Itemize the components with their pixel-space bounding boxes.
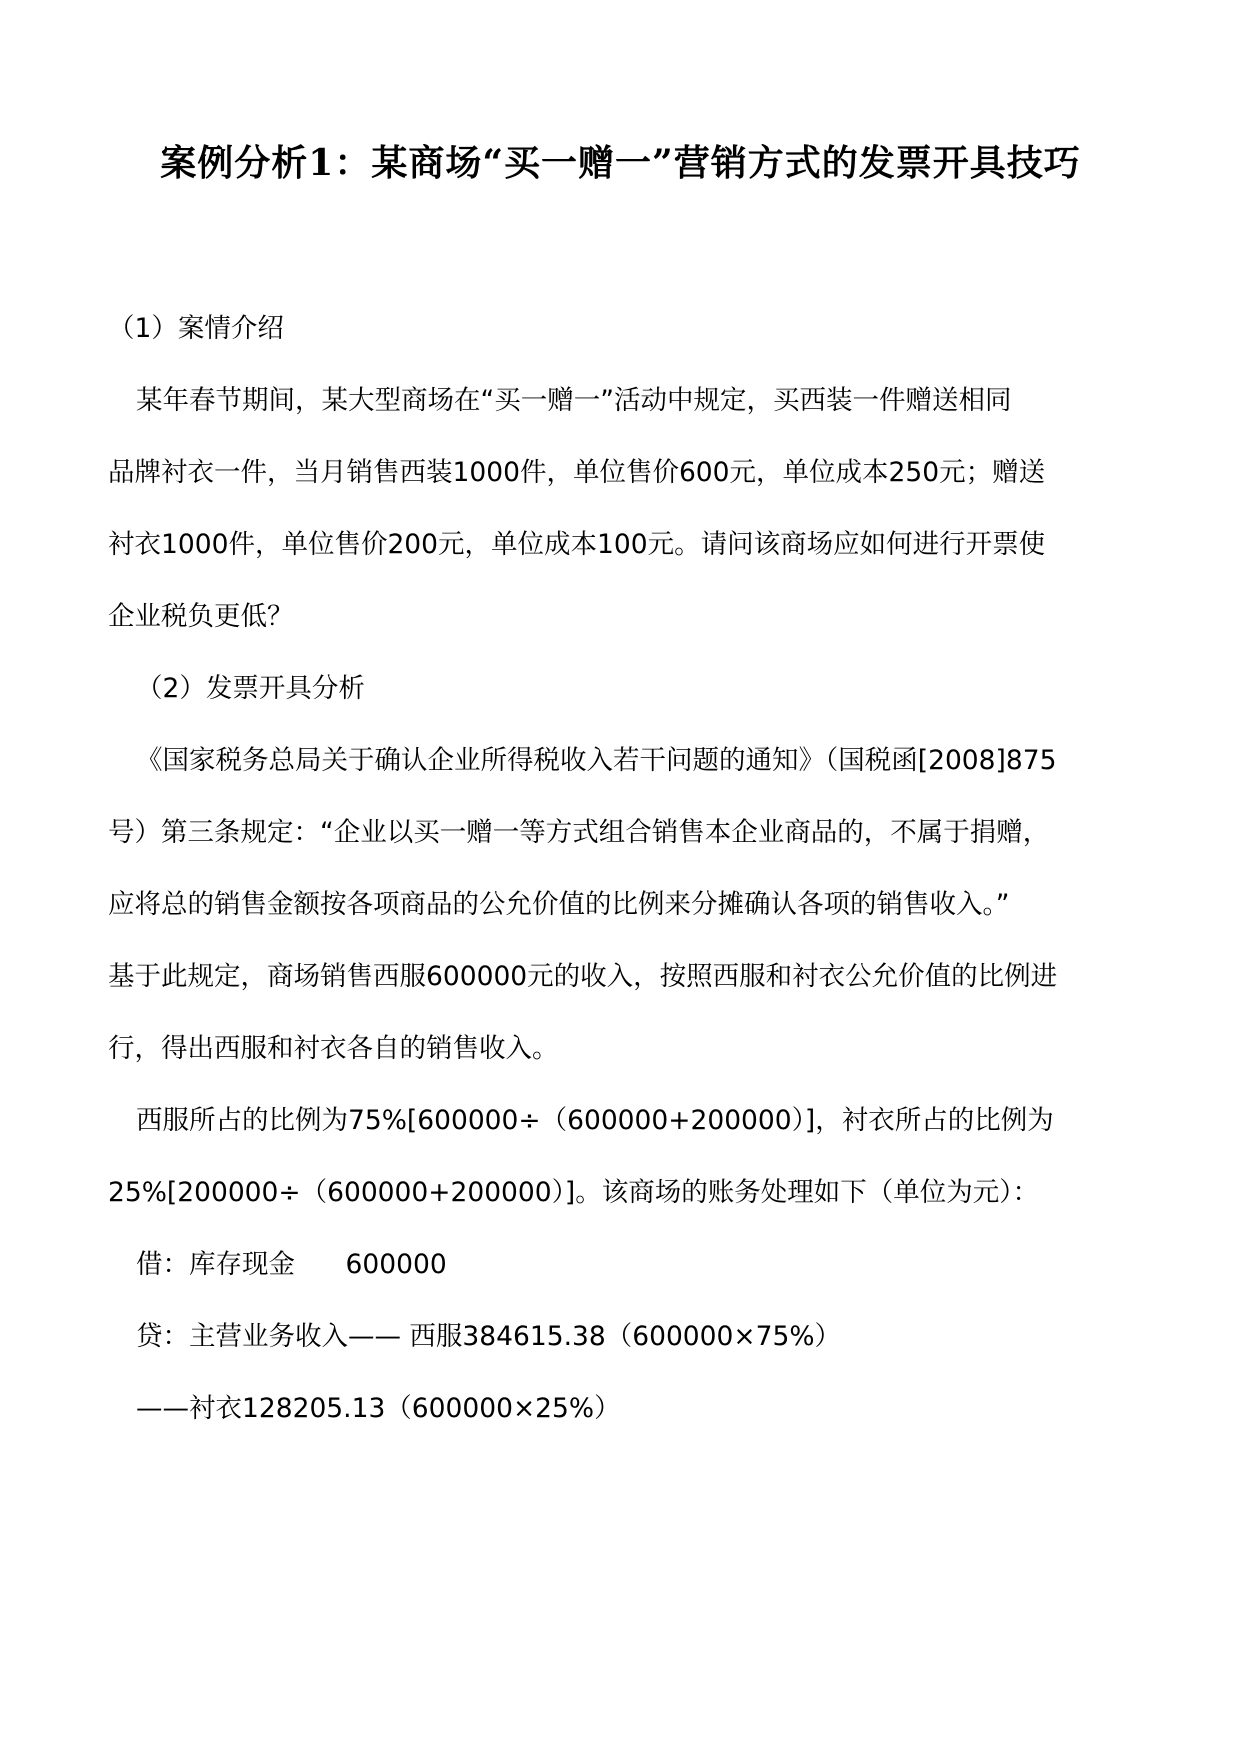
paragraph-line: 25%[200000÷（600000+200000）]。该商场的账务处理如下（单位为元）： (108, 1177, 1039, 1208)
paragraph-line: 品牌衬衣一件，当月销售西装1000件，单位售价600元，单位成本250元；赠送 (108, 457, 1046, 488)
paragraph-line: 应将总的销售金额按各项商品的公允价值的比例来分摊确认各项的销售收入。” (108, 889, 1010, 920)
paragraph-line: 号）第三条规定：“企业以买一赠一等方式组合销售本企业商品的，不属于捐赠， (108, 817, 1050, 848)
paragraph-line: 行，得出西服和衬衣各自的销售收入。 (108, 1033, 559, 1064)
journal-entry-credit-sub: ——衬衣128205.13（600000×25%） (136, 1393, 621, 1424)
section-heading-case-intro: （1）案情介绍 (108, 313, 284, 344)
journal-entry-credit: 贷：主营业务收入—— 西服384615.38（600000×75%） (136, 1321, 841, 1352)
paragraph-line: 《国家税务总局关于确认企业所得税收入若干问题的通知》（国税函[2008]875 (136, 745, 1057, 776)
section-heading-invoice-analysis: （2）发票开具分析 (136, 673, 365, 704)
document-title: 案例分析1：某商场“买一赠一”营销方式的发票开具技巧 (160, 142, 1081, 184)
paragraph-line: 衬衣1000件，单位售价200元，单位成本100元。请问该商场应如何进行开票使 (108, 529, 1046, 560)
paragraph-line: 基于此规定，商场销售西服600000元的收入，按照西服和衬衣公允价值的比例进 (108, 961, 1058, 992)
paragraph-line: 西服所占的比例为75%[600000÷（600000+200000）]，衬衣所占的比例为 (136, 1105, 1054, 1136)
paragraph-line: 某年春节期间，某大型商场在“买一赠一”活动中规定，买西装一件赠送相同 (136, 385, 1012, 416)
journal-entry-debit: 借：库存现金 600000 (136, 1249, 447, 1280)
paragraph-line: 企业税负更低？ (108, 601, 294, 632)
